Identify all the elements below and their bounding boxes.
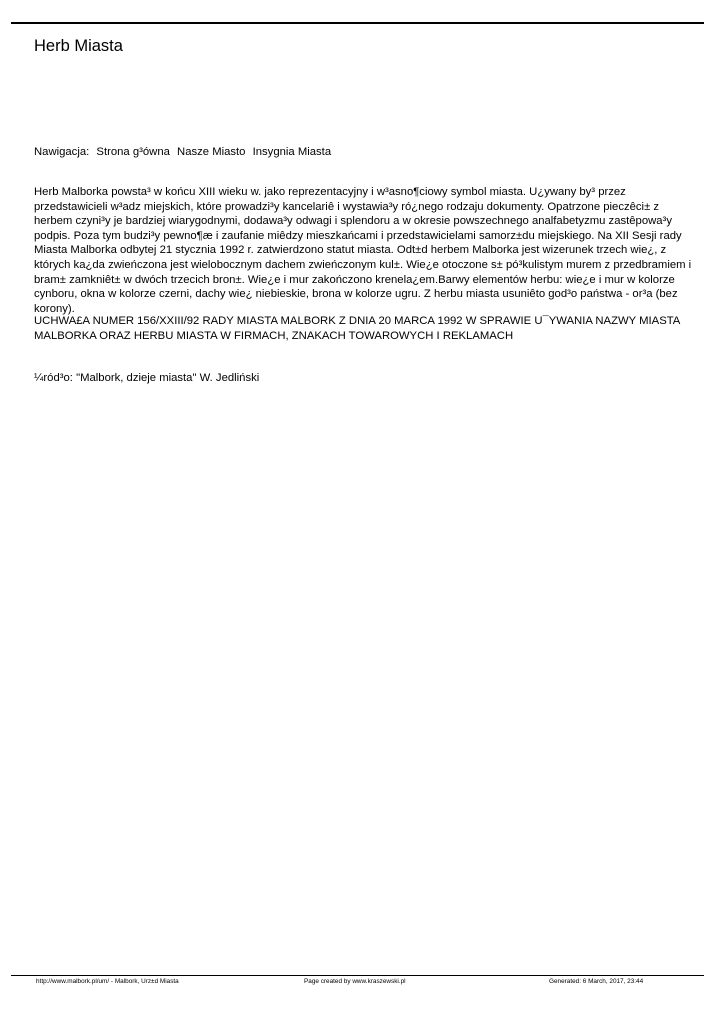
breadcrumb-label: Nawigacja: — [34, 146, 90, 158]
resolution-link[interactable]: UCHWA£A NUMER 156/XXIII/92 RADY MIASTA MALBORK Z DNIA 20 MARCA 1992 W SPRAWIE U¯YWANIA NAZWY MIASTA MALBORKA ORAZ HERBU MIASTA W FIRMACH, ZNAKACH TOWAROWYCH I REKLAMACH — [34, 315, 680, 342]
footer-url: http://www.malbork.pl/um/ - Malbork, Urz±d Miasta — [36, 978, 179, 985]
article-body: Herb Malborka powsta³ w końcu XIII wieku w. jako reprezentacyjny i w³asno¶ciowy symbol miasta. U¿ywany by³ przez przedstawicieli w³adz miejskich, które prowadzi³y kancelariê i wystawia³y ró¿nego rodzaju dokumenty. Opatrzone pieczêci± z herbem czyni³y je bardziej wiarygodnymi, dodawa³y odwagi i splendoru a w okresie powszechnego analfabetyzmu zastêpowa³y podpis. Poza tym budzi³y pewno¶æ i zaufanie miêdzy mieszkańcami i przedstawicielami samorz±du miejskiego. Na XII Sesji rady Miasta Malborka odbytej 21 stycznia 1992 r. zatwierdzono statut miasta. Odt±d herbem Malborka jest wizerunek trzech wie¿, z których ka¿da zwieńczona jest wielobocznym dachem zwieńczonym kul±. Wie¿e otoczone s± pó³kulistym murem z przedbramiem i bram± zamkniêt± w dwóch trzecich bron±. Wie¿e i mur zakończono krenela¿em.Barwy elementów herbu: wie¿e i mur w kolorze cynboru, okna w kolorze czerni, dachy wie¿ niebieskie, brona w kolorze ugru. Z herbu miasta usuniêto god³o państwa - or³a (bez korony). — [34, 186, 692, 315]
breadcrumb-link-our-city[interactable]: Nasze Miasto — [177, 146, 246, 158]
footer-generated: Generated: 6 March, 2017, 23:44 — [549, 978, 644, 985]
footer-credit: Page created by www.kraszewski.pl — [304, 978, 406, 985]
breadcrumb-link-city-insignia[interactable]: Insygnia Miasta — [252, 146, 332, 158]
page-title: Herb Miasta — [34, 37, 123, 55]
breadcrumb-link-home[interactable]: Strona g³ówna — [96, 146, 170, 158]
footer-divider — [11, 975, 704, 976]
source-citation: ¼ród³o: "Malbork, dzieje miasta" W. Jedliński — [34, 372, 260, 384]
breadcrumb — [34, 145, 331, 159]
top-divider — [11, 22, 704, 24]
